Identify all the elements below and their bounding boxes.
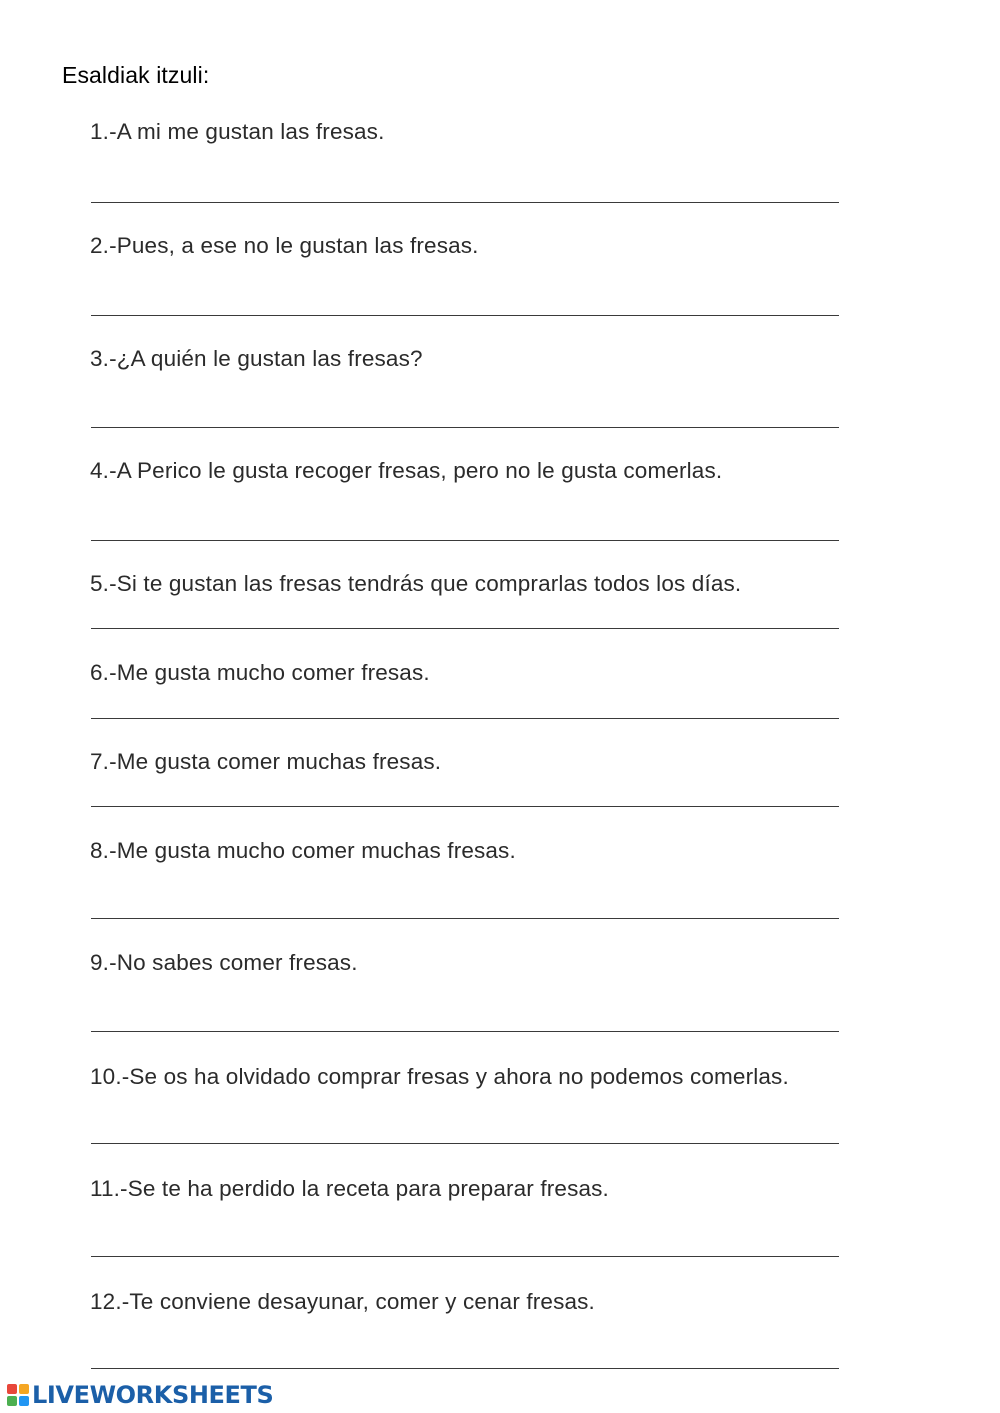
question-6: 6.-Me gusta mucho comer fresas. bbox=[90, 660, 430, 685]
question-12: 12.-Te conviene desayunar, comer y cenar fresas. bbox=[90, 1289, 595, 1314]
footer-brand[interactable] bbox=[7, 1381, 273, 1409]
question-2: 2.-Pues, a ese no le gustan las fresas. bbox=[90, 233, 479, 258]
worksheet-title: Esaldiak itzuli: bbox=[62, 62, 210, 88]
question-1: 1.-A mi me gustan las fresas. bbox=[90, 119, 385, 144]
answer-line-10[interactable] bbox=[91, 1143, 839, 1144]
question-9: 9.-No sabes comer fresas. bbox=[90, 950, 358, 975]
question-10: 10.-Se os ha olvidado comprar fresas y ahora no podemos comerlas. bbox=[90, 1064, 789, 1089]
answer-line-1[interactable] bbox=[91, 202, 839, 203]
answer-line-4[interactable] bbox=[91, 540, 839, 541]
question-7: 7.-Me gusta comer muchas fresas. bbox=[90, 749, 442, 774]
answer-line-2[interactable] bbox=[91, 315, 839, 316]
question-3: 3.-¿A quién le gustan las fresas? bbox=[90, 346, 423, 371]
answer-line-6[interactable] bbox=[91, 718, 839, 719]
liveworksheets-logo-icon bbox=[7, 1384, 29, 1406]
brand-name: LIVEWORKSHEETS bbox=[32, 1381, 274, 1409]
answer-line-7[interactable] bbox=[91, 806, 839, 807]
answer-line-12[interactable] bbox=[91, 1368, 839, 1369]
answer-line-5[interactable] bbox=[91, 628, 839, 629]
answer-line-3[interactable] bbox=[91, 427, 839, 428]
question-11: 11.-Se te ha perdido la receta para preparar fresas. bbox=[90, 1176, 609, 1201]
question-4: 4.-A Perico le gusta recoger fresas, pero no le gusta comerlas. bbox=[90, 458, 723, 483]
question-5: 5.-Si te gustan las fresas tendrás que comprarlas todos los días. bbox=[90, 571, 742, 596]
answer-line-11[interactable] bbox=[91, 1256, 839, 1257]
question-8: 8.-Me gusta mucho comer muchas fresas. bbox=[90, 838, 516, 863]
answer-line-9[interactable] bbox=[91, 1031, 839, 1032]
answer-line-8[interactable] bbox=[91, 918, 839, 919]
